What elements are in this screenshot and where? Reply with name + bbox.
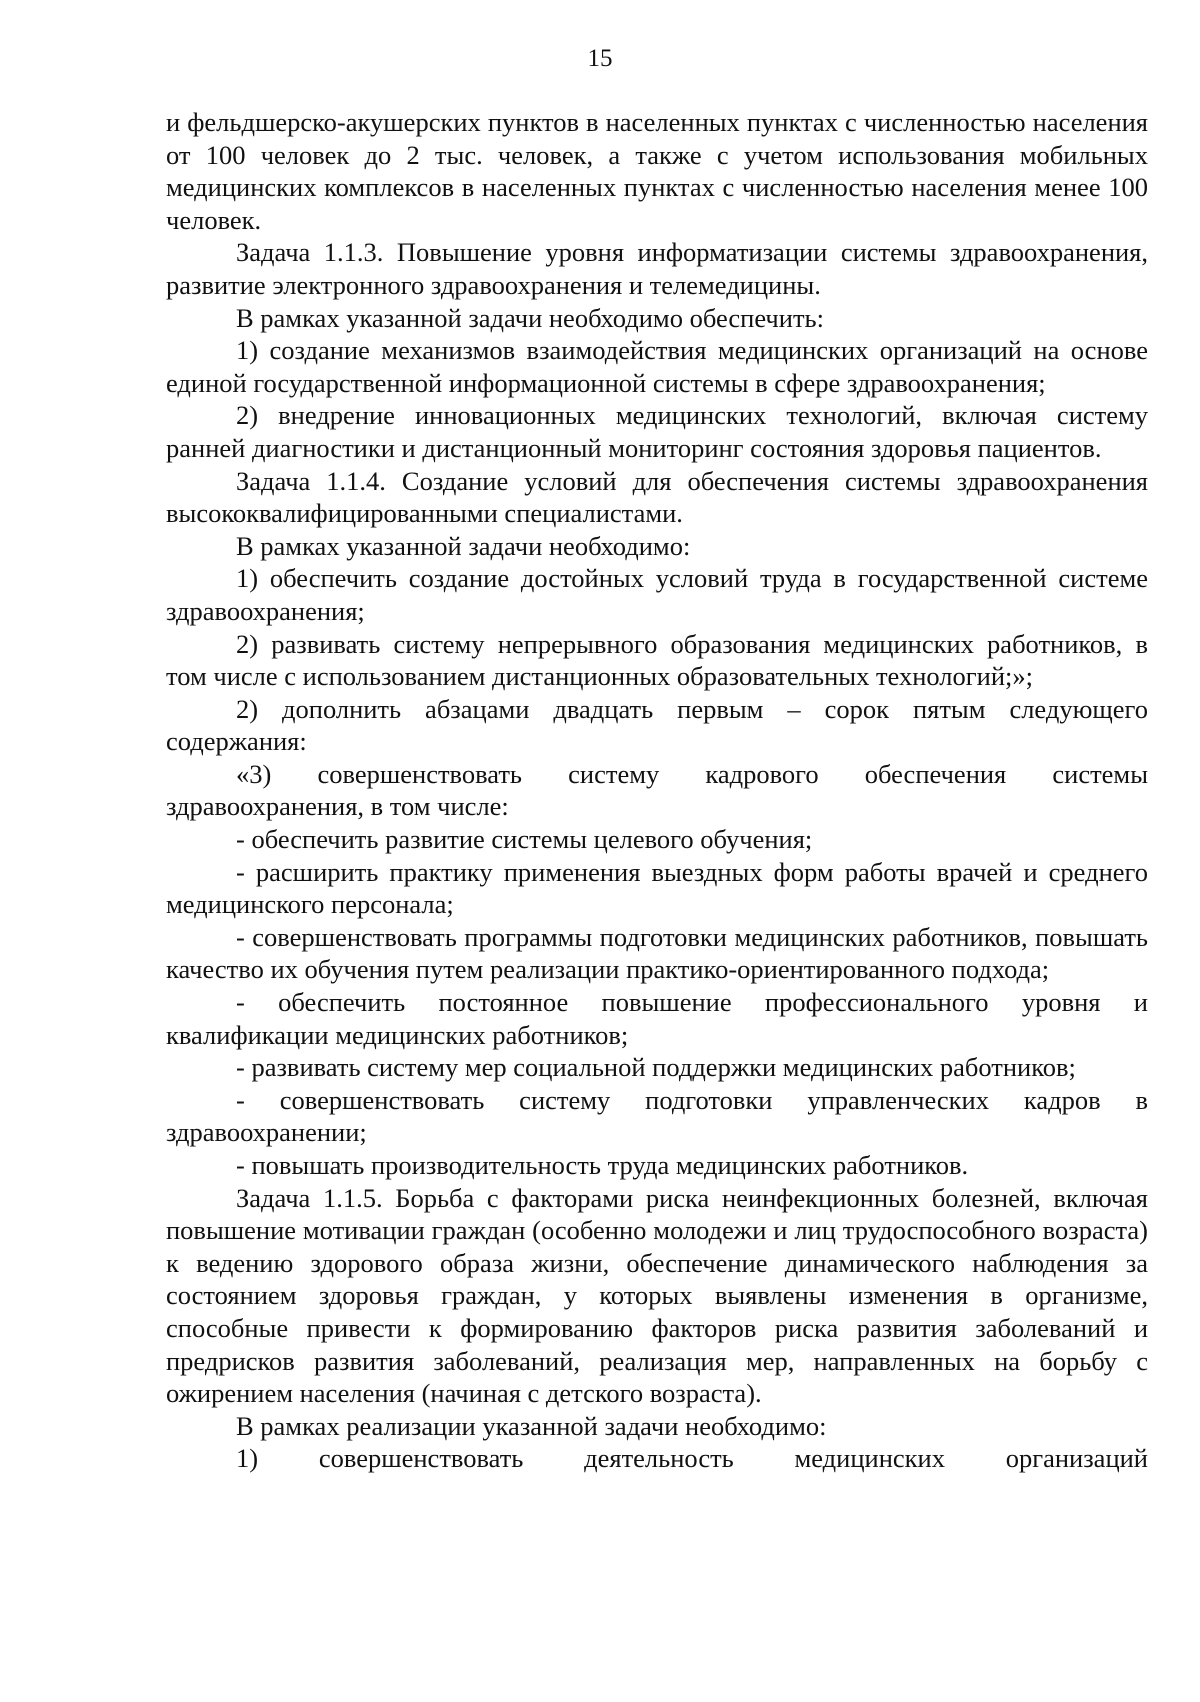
paragraph: - повышать производительность труда медицинских работников.	[236, 1150, 969, 1180]
paragraph: - обеспечить развитие системы целевого обучения;	[236, 824, 813, 855]
paragraph: 1) обеспечить создание достойных условий труда в государственной системе здравоохранения;	[166, 563, 1148, 626]
paragraph: - совершенствовать программы подготовки медицинских работников, повышать качество их обучения путем реализации практико-ориентированного подхода;	[166, 921, 1148, 985]
paragraph: - развивать систему мер социальной поддержки медицинских работников;	[236, 1052, 1076, 1083]
paragraph: и фельдшерско-акушерских пунктов в населенных пунктах с численностью населения от 100 человек до 2 тыс. человек, а также с учетом использования мобильных медицинских комплексов в населенных пунктах с численностью населения менее 100 человек.	[166, 107, 1148, 235]
paragraph: Задача 1.1.3. Повышение уровня информатизации системы здравоохранения, развитие электронного здравоохранения и телемедицины.	[166, 237, 1148, 300]
body-text	[166, 106, 1148, 1475]
paragraph: 2) развивать систему непрерывного образования медицинских работников, в том числе с использованием дистанционных образовательных технологий;»;	[166, 628, 1148, 692]
paragraph: «3) совершенствовать систему кадрового обеспечения системы здравоохранения, в том числе:	[166, 758, 1148, 822]
paragraph: - расширить практику применения выездных форм работы врачей и среднего медицинского персонала;	[166, 856, 1148, 920]
paragraph: 1) совершенствовать деятельность медицинских организаций	[236, 1443, 1148, 1474]
paragraph: В рамках реализации указанной задачи необходимо:	[236, 1410, 827, 1441]
paragraph: - обеспечить постоянное повышение профессионального уровня и квалификации медицинских работников;	[166, 987, 1148, 1050]
paragraph: В рамках указанной задачи необходимо:	[236, 530, 691, 561]
paragraph: - совершенствовать систему подготовки управленческих кадров в здравоохранении;	[166, 1084, 1148, 1148]
page-number: 15	[587, 45, 613, 72]
paragraph: 2) дополнить абзацами двадцать первым – сорок пятым следующего содержания:	[166, 693, 1148, 757]
paragraph: 1) создание механизмов взаимодействия медицинских организаций на основе единой государственной информационной системы в сфере здравоохранения;	[166, 335, 1148, 398]
paragraph: 2) внедрение инновационных медицинских технологий, включая систему ранней диагностики и дистанционный мониторинг состояния здоровья пациентов.	[166, 400, 1148, 463]
paragraph: Задача 1.1.4. Создание условий для обеспечения системы здравоохранения высококвалифицированными специалистами.	[166, 465, 1148, 529]
paragraph: В рамках указанной задачи необходимо обеспечить:	[236, 302, 824, 333]
paragraph: Задача 1.1.5. Борьба с факторами риска неинфекционных болезней, включая повышение мотивации граждан (особенно молодежи и лиц трудоспособного возраста) к ведению здорового образа жизни, обеспечение динамического наблюдения за состоянием здоровья граждан, у которых выявлены изменения в организме, способные привести к формированию факторов риска развития заболеваний и предрисков развития заболеваний, реализация мер, направленных на борьбу с ожирением населения (начиная с детского возраста).	[166, 1182, 1148, 1409]
